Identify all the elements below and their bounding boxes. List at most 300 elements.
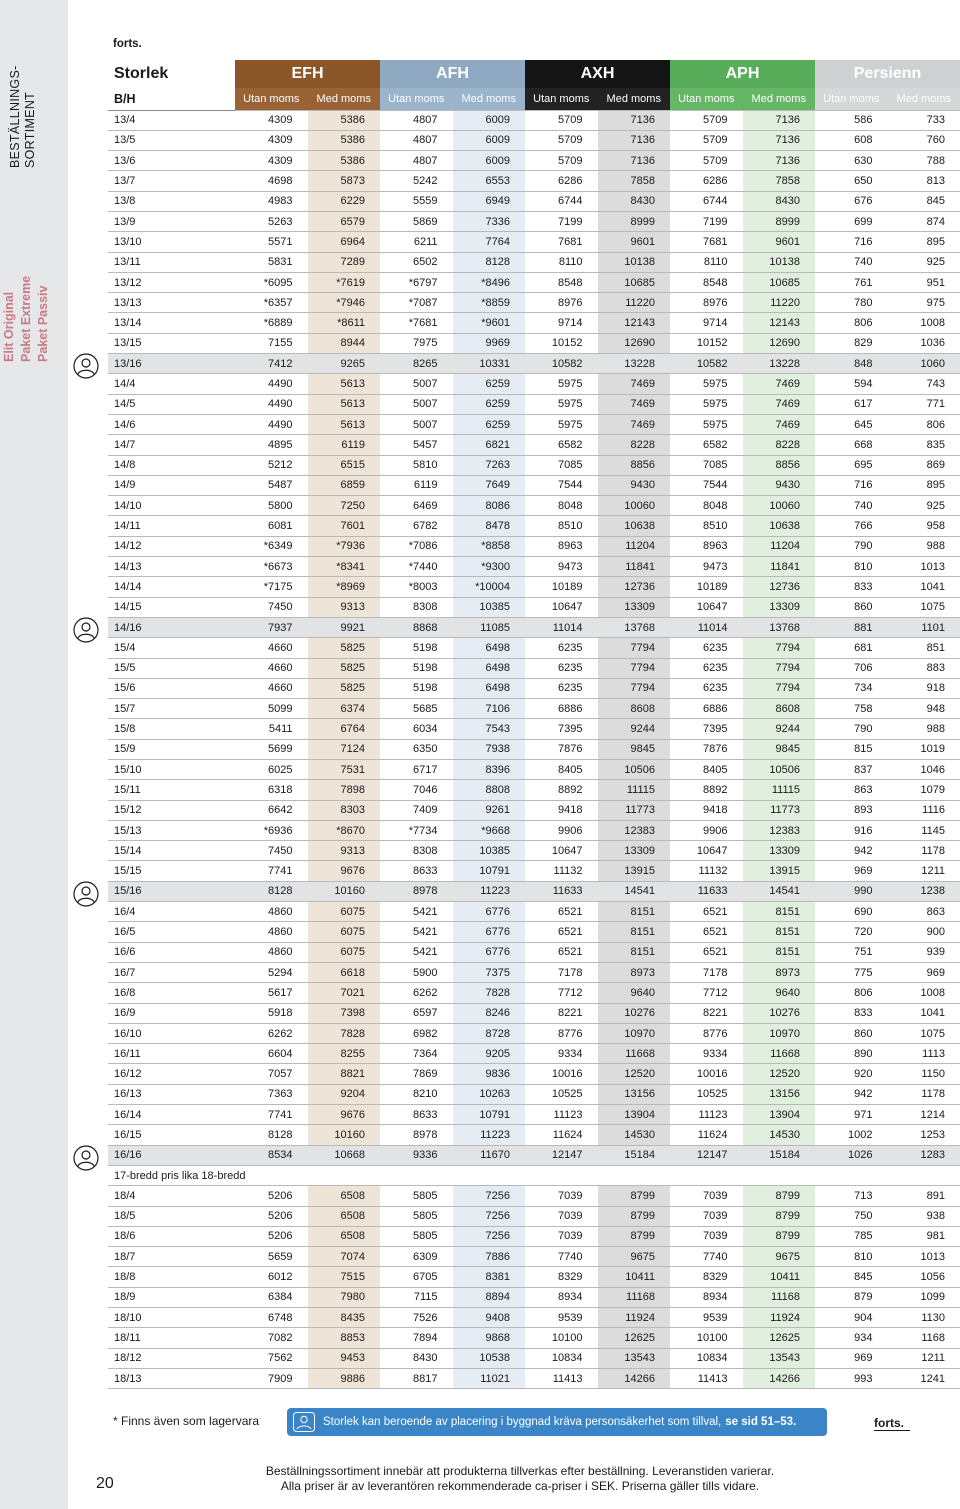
price-cell: 951 [888,272,960,292]
price-cell: 8396 [453,760,526,780]
price-cell: 7869 [380,1064,453,1084]
price-cell: 13543 [743,1348,816,1368]
price-cell: 8799 [743,1186,816,1206]
price-cell: 863 [888,902,960,922]
price-cell: 6744 [670,191,743,211]
price-cell: 10647 [525,597,598,617]
price-cell: 6618 [308,962,381,982]
size-cell: 13/11 [108,252,235,272]
price-cell: 7828 [453,983,526,1003]
price-cell: 1079 [888,780,960,800]
price-cell: 8973 [743,962,816,982]
price-cell: 11204 [743,536,816,556]
price-cell: *6889 [235,313,308,333]
price-cell: 7794 [598,678,671,698]
price-cell: 1178 [888,841,960,861]
price-cell: 12143 [743,313,816,333]
price-cell: 6350 [380,739,453,759]
price-cell: 942 [815,1084,888,1104]
price-cell: 790 [815,719,888,739]
price-cell: 8799 [598,1226,671,1246]
price-cell: 900 [888,922,960,942]
price-cell: 9244 [743,719,816,739]
price-cell: 7136 [743,151,816,171]
price-cell: 11220 [598,293,671,313]
price-cell: 6235 [525,678,598,698]
table-row [108,760,960,780]
table-row [108,252,960,272]
price-cell: 4983 [235,191,308,211]
price-cell: 8308 [380,841,453,861]
bh-header: B/H [108,88,235,110]
size-cell: 15/16 [108,881,235,901]
table-row [108,455,960,475]
price-cell: 5709 [670,110,743,130]
price-cell: *7175 [235,577,308,597]
price-cell: 699 [815,211,888,231]
price-cell: 4807 [380,110,453,130]
price-cell: 11223 [453,1125,526,1145]
price-cell: 6498 [453,658,526,678]
price-cell: 8973 [598,962,671,982]
price-cell: 8246 [453,1003,526,1023]
price-cell: 8999 [598,211,671,231]
price-cell: 6235 [525,638,598,658]
price-cell: 11123 [525,1105,598,1125]
price-cell: 1238 [888,881,960,901]
price-cell: 5873 [308,171,381,191]
price-cell: 6859 [308,475,381,495]
price-cell: 6776 [453,942,526,962]
size-cell: 13/15 [108,333,235,353]
price-cell: 7074 [308,1247,381,1267]
page-footer: Beställningssortiment innebär att produkterna tillverkas efter beställning. Leveranstiden varierar. Alla priser är av leverantören rekommenderade ca-priser i SEK. Priserna gäller tills vidare. [265,1464,775,1493]
price-cell: 6309 [380,1247,453,1267]
price-cell: 8151 [743,922,816,942]
price-cell: 5421 [380,922,453,942]
size-cell: 13/6 [108,151,235,171]
price-cell: 4860 [235,902,308,922]
price-cell: 7375 [453,962,526,982]
price-cell: 7544 [670,475,743,495]
size-cell: 13/7 [108,171,235,191]
price-cell: *7619 [308,272,381,292]
price-cell: 7363 [235,1084,308,1104]
price-cell: 835 [888,435,960,455]
price-cell: 5825 [308,678,381,698]
table-row [108,739,960,759]
price-cell: 8048 [525,496,598,516]
size-cell: 18/11 [108,1328,235,1348]
price-cell: 4807 [380,151,453,171]
table-row [108,151,960,171]
price-cell: 837 [815,760,888,780]
price-cell: 6515 [308,455,381,475]
table-row [108,1348,960,1368]
price-cell: 7082 [235,1328,308,1348]
price-cell: 4698 [235,171,308,191]
price-cell: 8799 [598,1206,671,1226]
table-row [108,881,960,901]
price-cell: 845 [815,1267,888,1287]
table-row [108,780,960,800]
size-cell: 14/7 [108,435,235,455]
price-cell: 7794 [743,678,816,698]
price-cell: 716 [815,232,888,252]
price-cell: 12520 [598,1064,671,1084]
price-cell: 893 [815,800,888,820]
price-cell: 9845 [743,739,816,759]
price-cell: 9539 [670,1308,743,1328]
price-cell: 5411 [235,719,308,739]
price-cell: 8228 [743,435,816,455]
price-cell: 6075 [308,922,381,942]
price-cell: 1041 [888,577,960,597]
price-cell: 6259 [453,394,526,414]
price-cell: 11841 [598,557,671,577]
price-cell: 790 [815,536,888,556]
price-cell: 5421 [380,942,453,962]
price-cell: 5007 [380,374,453,394]
price-cell: 14266 [743,1368,816,1388]
price-cell: 7057 [235,1064,308,1084]
price-cell: 11014 [670,617,743,637]
price-cell: 5659 [235,1247,308,1267]
price-cell: 6374 [308,699,381,719]
price-cell: 7531 [308,760,381,780]
price-cell: 12690 [598,333,671,353]
price-cell: 13309 [743,597,816,617]
size-cell: 13/16 [108,354,235,374]
price-cell: 9313 [308,597,381,617]
table-row [108,1105,960,1125]
size-cell: 18/8 [108,1267,235,1287]
size-cell: 13/10 [108,232,235,252]
price-cell: 869 [888,455,960,475]
price-cell: 10263 [453,1084,526,1104]
price-cell: 8086 [453,496,526,516]
price-cell: 815 [815,739,888,759]
price-cell: 12625 [598,1328,671,1348]
price-cell: 13904 [598,1105,671,1125]
price-cell: *6797 [380,272,453,292]
price-cell: 10834 [525,1348,598,1368]
price-cell: 5007 [380,394,453,414]
price-cell: 6286 [670,171,743,191]
price-cell: 7938 [453,739,526,759]
price-cell: 5386 [308,110,381,130]
price-cell: 5709 [525,151,598,171]
col-header: Med moms [598,88,671,110]
price-cell: 810 [815,557,888,577]
price-cell: 8868 [380,617,453,637]
price-cell: 8978 [380,881,453,901]
price-cell: 733 [888,110,960,130]
price-cell: 676 [815,191,888,211]
price-cell: *6095 [235,272,308,292]
price-cell: 12147 [670,1145,743,1165]
price-cell: 766 [815,516,888,536]
price-cell: 8728 [453,1023,526,1043]
price-cell: 13228 [598,354,671,374]
price-cell: 7046 [380,780,453,800]
price-cell: 9453 [308,1348,381,1368]
price-cell: 10525 [525,1084,598,1104]
price-cell: 7409 [380,800,453,820]
price-cell: 10276 [743,1003,816,1023]
price-cell: 7876 [670,739,743,759]
price-cell: 11668 [598,1044,671,1064]
size-cell: 18/9 [108,1287,235,1307]
price-cell: 7039 [670,1186,743,1206]
price-cell: 5386 [308,130,381,150]
price-cell: *8496 [453,272,526,292]
price-cell: 969 [815,1348,888,1368]
price-cell: 10647 [670,841,743,861]
price-cell: 6521 [670,902,743,922]
price-cell: 5206 [235,1206,308,1226]
price-cell: 7395 [525,719,598,739]
price-cell: 8633 [380,861,453,881]
price-cell: 8978 [380,1125,453,1145]
price-cell: 12143 [598,313,671,333]
price-cell: 6235 [670,638,743,658]
price-cell: 695 [815,455,888,475]
price-cell: 7469 [743,414,816,434]
table-row [108,617,960,637]
price-cell: 5831 [235,252,308,272]
price-cell: 12736 [598,577,671,597]
price-cell: 8776 [670,1023,743,1043]
price-cell: 948 [888,699,960,719]
price-cell: 5198 [380,658,453,678]
price-cell: 8228 [598,435,671,455]
price-cell: 6259 [453,414,526,434]
price-cell: 751 [815,942,888,962]
price-cell: 9845 [598,739,671,759]
price-cell: 760 [888,130,960,150]
price-cell: 12690 [743,333,816,353]
price-cell: 848 [815,354,888,374]
price-cell: 12625 [743,1328,816,1348]
size-cell: 14/11 [108,516,235,536]
price-cell: 4660 [235,658,308,678]
price-cell: 7712 [670,983,743,1003]
page-number: 20 [96,1475,114,1492]
table-row [108,638,960,658]
price-cell: 1008 [888,313,960,333]
price-cell: 5559 [380,191,453,211]
price-cell: 14530 [743,1125,816,1145]
size-cell: 16/15 [108,1125,235,1145]
price-cell: 939 [888,942,960,962]
price-cell: 5805 [380,1206,453,1226]
price-cell: 5685 [380,699,453,719]
price-cell: 881 [815,617,888,637]
price-cell: 9204 [308,1084,381,1104]
price-cell: 6508 [308,1226,381,1246]
price-cell: 6119 [308,435,381,455]
size-cell: 14/5 [108,394,235,414]
price-cell: 13309 [598,841,671,861]
group-aph: APH [670,60,815,88]
price-cell: 7562 [235,1348,308,1368]
price-cell: 12147 [525,1145,598,1165]
price-cell: 5709 [670,151,743,171]
price-cell: 9418 [670,800,743,820]
col-header: Utan moms [380,88,453,110]
table-row [108,1125,960,1145]
price-cell: 12736 [743,577,816,597]
price-cell: 7115 [380,1287,453,1307]
price-cell: 10668 [308,1145,381,1165]
price-cell: 7681 [525,232,598,252]
price-cell: *8969 [308,577,381,597]
col-header: Utan moms [670,88,743,110]
price-cell: 5975 [670,394,743,414]
price-cell: 6782 [380,516,453,536]
price-cell: 1013 [888,1247,960,1267]
price-cell: 650 [815,171,888,191]
price-cell: 716 [815,475,888,495]
price-cell: 608 [815,130,888,150]
package-passiv: Paket Passiv [36,285,50,362]
price-cell: 8265 [380,354,453,374]
price-cell: 10970 [598,1023,671,1043]
price-cell: 7894 [380,1328,453,1348]
price-cell: 6384 [235,1287,308,1307]
price-cell: 6502 [380,252,453,272]
price-cell: 6498 [453,638,526,658]
price-cell: 13309 [598,597,671,617]
price-cell: 10016 [670,1064,743,1084]
price-cell: 6235 [670,678,743,698]
price-cell: 860 [815,597,888,617]
price-cell: 7794 [743,658,816,678]
price-cell: 5709 [670,130,743,150]
price-cell: 8799 [743,1226,816,1246]
size-cell: 13/12 [108,272,235,292]
price-cell: 7178 [670,962,743,982]
price-cell: *8859 [453,293,526,313]
price-cell: 5242 [380,171,453,191]
size-cell: 15/4 [108,638,235,658]
price-cell: 7515 [308,1267,381,1287]
price-cell: 863 [815,780,888,800]
price-cell: 8894 [453,1287,526,1307]
price-cell: 1041 [888,1003,960,1023]
person-safety-icon [73,617,99,643]
group-persienn: Persienn [815,60,960,88]
price-cell: 14541 [598,881,671,901]
price-cell: 740 [815,496,888,516]
price-cell: 8210 [380,1084,453,1104]
person-safety-icon [73,353,99,379]
price-cell: 14266 [598,1368,671,1388]
price-cell: 13915 [743,861,816,881]
price-cell: 5805 [380,1226,453,1246]
price-cell: 7469 [598,394,671,414]
price-cell: 10100 [670,1328,743,1348]
price-cell: 7601 [308,516,381,536]
table-row [108,1064,960,1084]
price-cell: 6262 [380,983,453,1003]
price-cell: 5212 [235,455,308,475]
table-row [108,983,960,1003]
price-cell: 4807 [380,130,453,150]
price-cell: 11115 [743,780,816,800]
size-cell: 14/14 [108,577,235,597]
table-row [108,1084,960,1104]
price-cell: 6964 [308,232,381,252]
size-cell: 14/8 [108,455,235,475]
price-cell: 988 [888,536,960,556]
size-cell: 15/6 [108,678,235,698]
price-cell: *6357 [235,293,308,313]
price-cell: 10138 [743,252,816,272]
table-row [108,1308,960,1328]
size-cell: 16/7 [108,962,235,982]
price-cell: 895 [888,232,960,252]
price-cell: 7263 [453,455,526,475]
size-cell: 16/16 [108,1145,235,1165]
price-cell: 6075 [308,902,381,922]
price-cell: *9668 [453,820,526,840]
price-cell: 7450 [235,597,308,617]
price-cell: *8341 [308,557,381,577]
price-cell: 8817 [380,1368,453,1388]
price-cell: 8329 [670,1267,743,1287]
price-cell: 7085 [670,455,743,475]
price-cell: 1019 [888,739,960,759]
price-cell: 10276 [598,1003,671,1023]
price-cell: 10411 [743,1267,816,1287]
price-cell: 761 [815,272,888,292]
price-cell: 5975 [525,394,598,414]
price-cell: 5099 [235,699,308,719]
size-cell: 13/8 [108,191,235,211]
price-cell: 829 [815,333,888,353]
size-cell: 13/4 [108,110,235,130]
price-cell: 7649 [453,475,526,495]
table-row [108,861,960,881]
price-cell: 890 [815,1044,888,1064]
price-cell: 8963 [525,536,598,556]
price-cell: 8478 [453,516,526,536]
price-cell: 8221 [670,1003,743,1023]
price-cell: 1099 [888,1287,960,1307]
price-cell: 7039 [670,1226,743,1246]
price-cell: 981 [888,1226,960,1246]
price-cell: 1075 [888,1023,960,1043]
price-cell: *6349 [235,536,308,556]
price-cell: 8548 [525,272,598,292]
price-cell: 8821 [308,1064,381,1084]
price-cell: 5487 [235,475,308,495]
package-extreme: Paket Extreme [19,275,33,362]
price-cell: 1211 [888,861,960,881]
price-cell: 13768 [743,617,816,637]
price-cell: 990 [815,881,888,901]
price-cell: 10160 [308,881,381,901]
price-cell: 8976 [525,293,598,313]
price-cell: 8255 [308,1044,381,1064]
table-row [108,536,960,556]
price-cell: 1013 [888,557,960,577]
price-cell: 11204 [598,536,671,556]
price-cell: 9640 [598,983,671,1003]
price-cell: 7469 [743,374,816,394]
